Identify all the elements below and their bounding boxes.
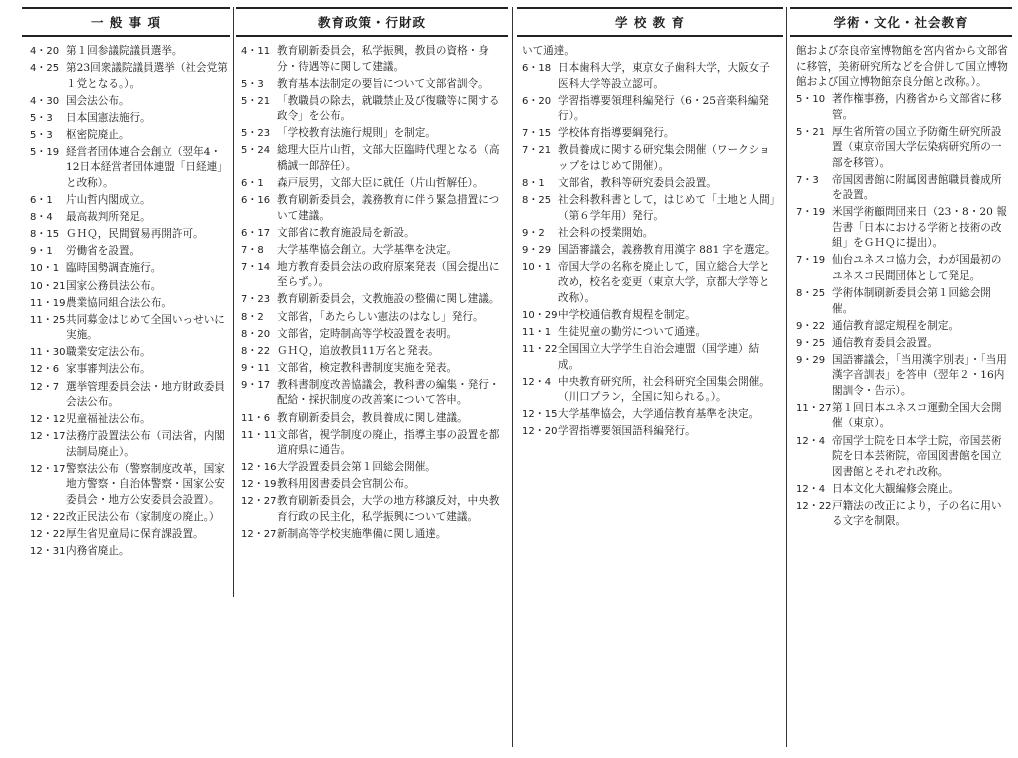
entry-text: 厚生省児童局に保育課設置。 (66, 527, 204, 540)
entry-date: 11・27 (796, 402, 832, 414)
chronology-entry (241, 243, 505, 259)
entry-text: 農業協同組合法公布。 (66, 296, 172, 309)
chronology-entry (30, 429, 230, 460)
entry-date: 8・1 (522, 177, 545, 189)
entry-date: 5・21 (796, 126, 826, 138)
entry-date: 9・2 (522, 227, 545, 239)
column-divider (786, 7, 787, 747)
entry-date: 6・16 (241, 195, 271, 207)
chronology-entry (796, 482, 1010, 498)
entry-date: 11・30 (30, 347, 66, 359)
chronology-entry (241, 460, 505, 476)
column-policy (241, 44, 505, 544)
chronology-entry (796, 336, 1010, 352)
entry-date: 12・4 (796, 435, 826, 447)
chronology-entry (796, 205, 1010, 252)
entry-text: 国家公務員法公布。 (66, 279, 162, 292)
chronology-entry (522, 193, 780, 224)
entry-text: 社会科教科書として，はじめて「土地と人間」（第６学年用）発行。 (558, 194, 775, 222)
entry-date: 5・3 (30, 129, 53, 141)
entry-date: 12・22 (30, 511, 66, 523)
chronology-entry (522, 375, 780, 406)
entry-date: 12・17 (30, 431, 66, 443)
entry-date: 9・1 (30, 246, 53, 258)
entry-text: 通信教育委員会設置。 (832, 336, 938, 349)
entry-date: 6・17 (241, 227, 271, 239)
entry-date: 7・19 (796, 207, 826, 219)
entry-date: 5・21 (241, 95, 271, 107)
entry-date: 11・22 (522, 344, 558, 356)
chronology-entry (241, 260, 505, 291)
chronology-entry (30, 313, 230, 344)
chronology-entry (30, 244, 230, 260)
entry-text: 文部省，検定教科書制度実施を発表。 (277, 361, 458, 374)
chronology-entry (241, 494, 505, 525)
entry-text: 共同募金はじめて全国いっせいに実施。 (66, 313, 225, 342)
chronology-entry (30, 345, 230, 361)
chronology-entry (796, 401, 1010, 432)
entry-date: 12・12 (30, 414, 66, 426)
entry-date: 4・11 (241, 46, 271, 57)
entry-date: 12・22 (796, 500, 832, 512)
entry-text: 家事審判法公布。 (66, 363, 151, 376)
entry-date: 10・1 (522, 261, 552, 273)
chronology-entry (241, 477, 505, 493)
entry-text: 教育刷新委員会，義務教育に伴う緊急措置について建議。 (277, 194, 500, 222)
chronology-entry (796, 353, 1010, 400)
chronology-entry (241, 344, 505, 360)
entry-date: 9・25 (796, 337, 826, 349)
entry-date: 12・22 (30, 528, 66, 540)
entry-date: 12・4 (522, 376, 552, 388)
chronology-entry (522, 342, 780, 373)
chronology-entry (796, 125, 1010, 172)
header-culture: 学術・文化・社会教育 (790, 7, 1012, 37)
entry-date: 12・20 (522, 426, 558, 438)
entry-date: 7・14 (241, 261, 271, 273)
entry-date: 12・16 (241, 462, 277, 474)
chronology-entry (522, 94, 780, 125)
chronology-entry (30, 510, 230, 526)
entry-date: 12・15 (522, 409, 558, 421)
entry-date: 9・29 (796, 354, 826, 366)
entry-text: 大学基準協会創立。大学基準を決定。 (277, 243, 458, 256)
entry-date: 7・23 (241, 294, 271, 306)
entry-date: 5・19 (30, 146, 60, 158)
chronology-entry (30, 412, 230, 428)
entry-date: 4・20 (30, 46, 60, 57)
entry-date: 12・4 (796, 483, 826, 495)
entry-date: 5・3 (30, 112, 53, 124)
entry-text: 内務省廃止。 (66, 545, 130, 558)
chronology-entry (796, 173, 1010, 204)
entry-text: 職業安定法公布。 (66, 346, 151, 359)
column-school (522, 44, 780, 442)
chronology-entry (522, 226, 780, 242)
entry-date: 6・1 (241, 177, 264, 189)
entry-text: 文部省，「あたらしい憲法のはなし」発行。 (277, 310, 484, 323)
entry-text: 戸籍法の改正により，子の名に用いる文字を制限。 (832, 499, 1002, 528)
entry-text: 著作権事務，内務省から文部省に移管。 (832, 93, 1002, 121)
chronology-entry (796, 499, 1010, 530)
entry-text: 第１回参議院議員選挙。 (66, 45, 183, 57)
entry-text: 帝国大学の名称を廃止して，国立総合大学と改め，校名を変更（東京大学，京都大学等と改称）。 (558, 260, 770, 304)
chronology-entry (30, 111, 230, 127)
entry-text: 「教職員の除去，就職禁止及び復職等に関する政令」を公布。 (277, 94, 500, 123)
entry-date: 8・4 (30, 212, 53, 224)
entry-text: 警察法公布（警察制度改革，国家地方警察・自治体警察・国家公安委員会・地方公安委員会設置）。 (66, 462, 225, 506)
entry-text: 学術体制刷新委員会第１回総会開催。 (832, 287, 991, 315)
entry-text: 大学基準協会，大学通信教育基準を決定。 (558, 408, 760, 421)
entry-date: 5・24 (241, 145, 271, 157)
entry-date: 11・19 (30, 297, 66, 309)
entry-text: 学習指導要領国語科編発行。 (558, 425, 696, 438)
entry-text: 第23回衆議院議員選挙（社会党第１党となる。）。 (66, 62, 228, 90)
entry-date: 11・1 (522, 327, 552, 339)
entry-text: 日本文化大観編修会廃止。 (832, 482, 960, 495)
column-culture (796, 44, 1010, 531)
entry-date: 9・29 (522, 244, 552, 256)
chronology-entry (241, 327, 505, 343)
entry-date: 11・6 (241, 412, 271, 424)
continued-text: いて通達。 (522, 45, 575, 57)
column-divider (233, 7, 234, 597)
chronology-entry (30, 462, 230, 509)
entry-text: ＧＨＱ，追放教員11万名と発表。 (277, 344, 439, 357)
entry-date: 7・8 (241, 244, 264, 256)
entry-text: 教育刷新委員会，文教施設の整備に関し建議。 (277, 293, 500, 306)
entry-text: 文部省，視学制度の廃止，指導主事の設置を都道府県に通告。 (277, 428, 500, 457)
entry-text: 国語審議会，義務教育用漢字 881 字を選定。 (558, 243, 776, 256)
chronology-entry (30, 380, 230, 411)
entry-date: 8・2 (241, 311, 264, 323)
entry-text: 片山哲内閣成立。 (66, 194, 151, 207)
header-policy: 教育政策・行財政 (236, 7, 508, 37)
chronology-entry (241, 193, 505, 224)
entry-date: 11・25 (30, 314, 66, 326)
entry-text: 総理大臣片山哲，文部大臣臨時代理となる（高橋誠一郎辞任）。 (277, 144, 500, 172)
entry-text: 選挙管理委員会法・地方財政委員会法公布。 (66, 380, 225, 408)
chronology-entry (30, 128, 230, 144)
entry-date: 12・27 (241, 496, 277, 508)
entry-date: 12・6 (30, 364, 60, 376)
entry-text: 最高裁判所発足。 (66, 211, 151, 224)
entry-date: 8・22 (241, 345, 271, 357)
header-general: 一 般 事 項 (22, 7, 230, 37)
entry-date: 12・31 (30, 546, 66, 558)
chronology-entry (522, 61, 780, 92)
entry-text: 「学校教育法施行規則」を制定。 (277, 127, 436, 140)
entry-text: 帝国学士院を日本学士院，帝国芸術院を日本芸術院，帝国図書館を国立図書館とそれぞれ改称。 (832, 434, 1002, 478)
entry-date: 11・11 (241, 429, 277, 441)
entry-text: 教科書制度改善協議会，教科書の編集・発行・配給・採択制度の改善案について答申。 (277, 378, 500, 407)
column-general (30, 44, 230, 561)
chronology-entry (522, 126, 780, 142)
chronology-entry (796, 92, 1010, 123)
chronology-entry (796, 286, 1010, 317)
chronology-entry (30, 261, 230, 277)
header-school: 学 校 教 育 (517, 7, 783, 37)
entry-text: ＧＨＱ，民間貿易再開許可。 (66, 228, 204, 241)
chronology-entry (30, 193, 230, 209)
chronology-entry (241, 361, 505, 377)
entry-text: 教育刷新委員会，私学振興，教員の資格・身分・待遇等に関して建議。 (277, 45, 489, 73)
entry-text: 新制高等学校実施準備に関し通達。 (277, 527, 447, 540)
entry-date: 5・10 (796, 94, 826, 106)
entry-text: 中央教育研究所，社会科研究全国集会開催。（川口プラン，全国に知られる。）。 (558, 375, 770, 404)
chronology-entry (30, 527, 230, 543)
entry-text: 文部省，教科等研究委員会設置。 (558, 176, 717, 189)
chronology-entry (30, 145, 230, 192)
chronology-entry (241, 44, 505, 75)
chronology-entry (522, 260, 780, 307)
entry-text: 生徒児童の勤労について通達。 (558, 326, 707, 339)
column-divider (512, 7, 513, 747)
entry-text: 教育刷新委員会，大学の地方移譲反対，中央教育行政の民主化，私学振興について建議。 (277, 495, 500, 523)
chronology-entry (30, 44, 230, 60)
entry-date: 10・1 (30, 263, 60, 275)
entry-text: 全国国立大学学生自治会連盟（国学連）結成。 (558, 343, 760, 371)
entry-text: 教育刷新委員会，教員養成に関し建議。 (277, 411, 468, 424)
chronology-entry (30, 94, 230, 110)
entry-text: 改正民法公布（家制度の廃止。） (66, 510, 220, 523)
entry-date: 8・15 (30, 229, 60, 241)
chronology-entry (241, 94, 505, 125)
chronology-entry (241, 292, 505, 308)
chronology-entry (241, 527, 505, 543)
entry-date: 10・29 (522, 309, 558, 321)
chronology-entry (241, 226, 505, 242)
chronology-entry (30, 362, 230, 378)
entry-text: 教育基本法制定の要旨について文部省訓令。 (277, 77, 489, 90)
chronology-entry (522, 176, 780, 192)
entry-text: 枢密院廃止。 (66, 128, 130, 141)
chronology-entry (241, 176, 505, 192)
chronology-entry (30, 210, 230, 226)
entry-text: 仙台ユネスコ協力会，わが国最初のユネスコ民間団体として発足。 (832, 254, 1002, 282)
entry-text: 学校体育指導要綱発行。 (558, 127, 675, 140)
continued-text: 館および奈良帝室博物館を宮内省から文部省に移管，美術研究所などを合併して国立博物館および国立博物館奈良分館と改称。）。 (796, 45, 1008, 88)
chronology-entry (796, 319, 1010, 335)
chronology-entry (30, 544, 230, 560)
entry-date: 12・17 (30, 463, 66, 475)
chronology-entry (241, 143, 505, 174)
entry-text: 教科用図書委員会官制公布。 (277, 478, 415, 491)
entry-date: 8・25 (796, 288, 826, 300)
entry-text: 大学設置委員会第１回総会開催。 (277, 461, 436, 474)
entry-date: 8・20 (241, 328, 271, 340)
chronology-entry (241, 77, 505, 93)
entry-date: 7・21 (522, 145, 552, 157)
entry-date: 6・18 (522, 63, 552, 75)
entry-text: 日本国憲法施行。 (66, 111, 151, 124)
chronology-entry (522, 325, 780, 341)
entry-date: 10・21 (30, 280, 66, 292)
entry-date: 6・1 (30, 195, 53, 207)
entry-date: 8・25 (522, 195, 552, 207)
chronology-entry (241, 310, 505, 326)
entry-text: 米国学術顧問団来日（23・8・20 報告書「日本における学術と技術の改組」をＧＨＱに提出）。 (832, 206, 1007, 250)
entry-text: 労働省を設置。 (66, 245, 141, 258)
entry-text: 帝国図書館に附属図書館職員養成所を設置。 (832, 173, 1002, 202)
entry-date: 7・15 (522, 128, 552, 140)
chronology-entry (241, 428, 505, 459)
entry-text: 社会科の授業開始。 (558, 226, 654, 239)
entry-text: 法務庁設置法公布（司法省，内閣法制局廃止）。 (66, 430, 225, 458)
chronology-entry (241, 126, 505, 142)
entry-text: 児童福祉法公布。 (66, 413, 151, 426)
chronology-entry (30, 279, 230, 295)
entry-date: 4・25 (30, 63, 60, 75)
entry-text: 経営者団体連合会創立（翌年4・12日本経営者団体連盟「日経連」と改称）。 (66, 145, 228, 189)
chronology-entry (522, 407, 780, 423)
entry-text: 厚生省所管の国立予防衛生研究所設置（東京帝国大学伝染病研究所の一部を移管）。 (832, 125, 1002, 169)
chronology-entry (522, 308, 780, 324)
entry-text: 国会法公布。 (66, 94, 130, 107)
chronology-entry (522, 243, 780, 259)
chronology-entry (30, 61, 230, 92)
entry-text: 教員養成に関する研究集会開催（ワークショップをはじめて開催）。 (558, 144, 770, 172)
chronology-entry (30, 296, 230, 312)
chronology-entry (522, 143, 780, 174)
entry-date: 12・27 (241, 528, 277, 540)
entry-date: 7・3 (796, 174, 819, 186)
entry-date: 5・3 (241, 78, 264, 90)
entry-date: 12・19 (241, 479, 277, 491)
entry-text: 中学校通信教育規程を制定。 (558, 308, 696, 321)
entry-date: 5・23 (241, 128, 271, 140)
entry-text: 臨時国勢調査施行。 (66, 262, 162, 275)
entry-date: 9・17 (241, 379, 271, 391)
chronology-entry (241, 378, 505, 409)
entry-date: 6・20 (522, 95, 552, 107)
entry-text: 日本歯科大学，東京女子歯科大学，大阪女子医科大学等設立認可。 (558, 62, 770, 90)
entry-text: 地方教育委員会法の政府原案発表（国会提出に至らず。）。 (277, 260, 500, 289)
entry-text: 国語審議会，「当用漢字別表」・「当用漢字音訓表」を答申（翌年２・16内閣訓令・告示）。 (832, 353, 1007, 397)
entry-text: 通信教育認定規程を制定。 (832, 319, 960, 332)
entry-date: 9・22 (796, 320, 826, 332)
entry-date: 9・11 (241, 362, 271, 374)
entry-date: 7・19 (796, 255, 826, 267)
entry-text: 学習指導要領理科編発行（6・25音楽科編発行）。 (558, 94, 769, 123)
chronology-entry (796, 434, 1010, 481)
chronology-entry (796, 253, 1010, 284)
entry-text: 第１回日本ユネスコ運動全国大会開催（東京）。 (832, 401, 1002, 430)
entry-text: 森戸辰男，文部大臣に就任（片山哲解任）。 (277, 176, 484, 189)
entry-date: 4・30 (30, 95, 60, 107)
entry-date: 12・7 (30, 381, 60, 393)
entry-text: 文部省に教育施設局を新設。 (277, 226, 415, 239)
entry-text: 文部省，定時制高等学校設置を表明。 (277, 327, 458, 340)
chronology-entry (241, 411, 505, 427)
chronology-entry (522, 424, 780, 440)
chronology-entry (30, 227, 230, 243)
